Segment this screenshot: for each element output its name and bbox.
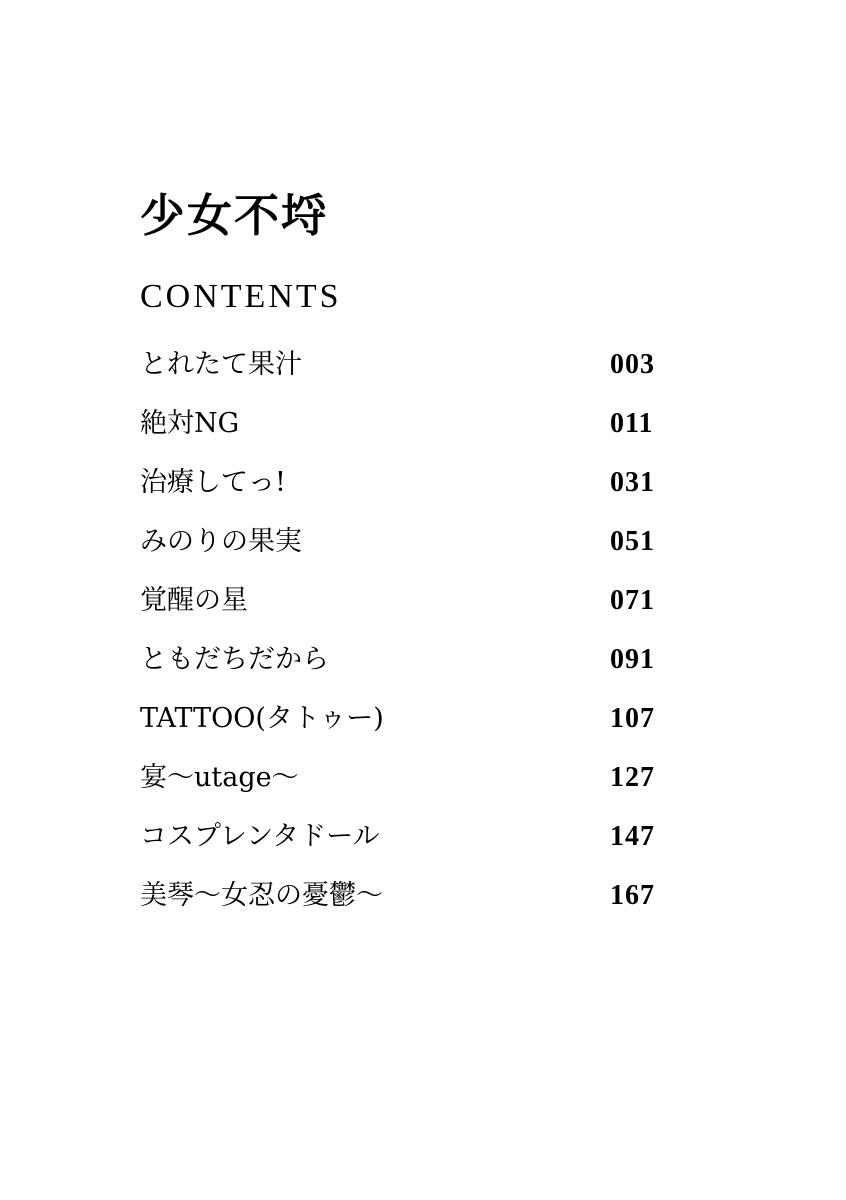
toc-entry [140, 755, 680, 793]
toc-entry-title: とれたて果汁 [140, 348, 302, 380]
toc-entry-title: 覚醒の星 [140, 584, 248, 616]
toc-entry [140, 873, 680, 911]
toc-entry-page: 107 [610, 702, 655, 734]
toc-entry [140, 401, 680, 439]
toc-entry-title: 治療してっ! [140, 466, 286, 498]
toc-entry [140, 578, 680, 616]
toc-entry-page: 051 [610, 525, 655, 557]
toc-entry [140, 696, 680, 734]
toc-entry-page: 011 [610, 407, 654, 439]
toc-entry-title: みのりの果実 [140, 525, 302, 557]
toc-entry-page: 031 [610, 466, 655, 498]
toc-entry-page: 071 [610, 584, 655, 616]
book-title: 少女不埒 [140, 189, 329, 242]
contents-heading: CONTENTS [140, 277, 342, 315]
toc-entry [140, 637, 680, 675]
toc-entry-page: 167 [610, 879, 655, 911]
toc-entry-page: 003 [610, 348, 655, 380]
toc-entry [140, 814, 680, 852]
toc-entry [140, 460, 680, 498]
toc-entry-title: 宴〜utage〜 [140, 761, 299, 793]
toc-entry-page: 091 [610, 643, 655, 675]
toc-entry [140, 519, 680, 557]
toc-entry-title: コスプレンタドール [140, 820, 380, 852]
toc-entry-title: ともだちだから [140, 643, 329, 675]
toc-entry-title: 美琴〜女忍の憂鬱〜 [140, 879, 383, 911]
contents-block [140, 190, 700, 932]
toc-entry-page: 127 [610, 761, 655, 793]
toc-entry-page: 147 [610, 820, 655, 852]
toc-entry-title: 絶対NG [140, 407, 240, 439]
toc-entry [140, 342, 680, 380]
table-of-contents [140, 342, 680, 911]
toc-entry-title: TATTOO(タトゥー) [140, 702, 384, 734]
